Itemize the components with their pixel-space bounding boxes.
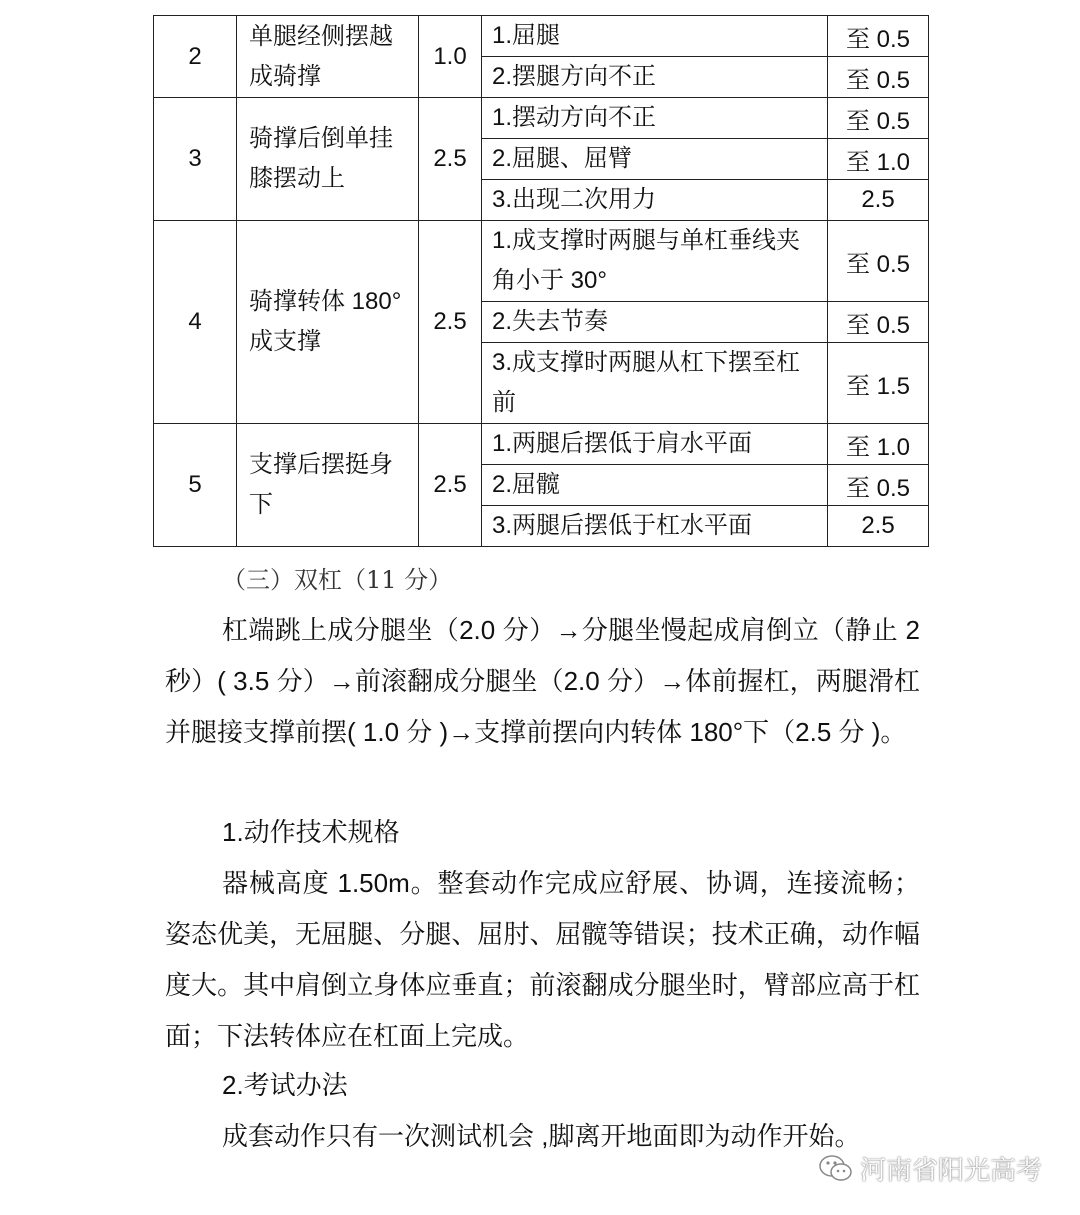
item-index: 3 xyxy=(154,98,237,221)
item-points: 2.5 xyxy=(419,98,482,221)
error-text: 2.屈髋 xyxy=(482,465,828,506)
item-index: 5 xyxy=(154,424,237,547)
table-row xyxy=(154,424,929,465)
error-text: 3.出现二次用力 xyxy=(482,180,828,221)
error-text: 1.成支撑时两腿与单杠垂线夹 角小于 30° xyxy=(482,221,828,302)
routine-text: 杠端跳上成分腿坐（2.0 分）→分腿坐慢起成肩倒立（静止 2 秒）( 3.5 分）→前滚翻成分腿坐（2.0 分）→体前握杠，两腿滑杠并腿接支撑前摆( 1.0 分 )→支撑前摆向内转体 180°下（2.5 分 )。 xyxy=(165,615,920,747)
deduction: 2.5 xyxy=(828,180,929,221)
deduction: 至 0.5 xyxy=(828,465,929,506)
error-text: 3.成支撑时两腿从杠下摆至杠 前 xyxy=(482,343,828,424)
deduction: 2.5 xyxy=(828,506,929,547)
error-text: 1.屈腿 xyxy=(482,16,828,57)
method-heading-block xyxy=(165,1060,920,1111)
table-row xyxy=(154,221,929,302)
error-text: 2.摆腿方向不正 xyxy=(482,57,828,98)
item-name: 支撑后摆挺身 下 xyxy=(237,424,419,547)
error-text: 3.两腿后摆低于杠水平面 xyxy=(482,506,828,547)
spec-text: 器械高度 1.50m。整套动作完成应舒展、协调，连接流畅；姿态优美，无屈腿、分腿、屈肘、屈髋等错误；技术正确，动作幅度大。其中肩倒立身体应垂直；前滚翻成分腿坐时，臂部应高于杠面；下法转体应在杠面上完成。 xyxy=(165,868,920,1051)
deduction: 至 1.5 xyxy=(828,343,929,424)
spec-heading-block xyxy=(165,807,920,858)
error-text: 2.屈腿、屈臂 xyxy=(482,139,828,180)
scoring-table xyxy=(153,15,929,547)
routine-paragraph xyxy=(165,605,920,758)
deduction: 至 1.0 xyxy=(828,139,929,180)
item-index: 4 xyxy=(154,221,237,424)
deduction: 至 1.0 xyxy=(828,424,929,465)
item-name: 骑撑后倒单挂 膝摆动上 xyxy=(237,98,419,221)
deduction: 至 0.5 xyxy=(828,16,929,57)
spec-heading: 1.动作技术规格 xyxy=(222,817,400,847)
section-title: （三）双杠（11 分） xyxy=(222,566,453,594)
item-points: 2.5 xyxy=(419,221,482,424)
watermark-text: 河南省阳光高考 xyxy=(860,1155,1043,1185)
spec-paragraph xyxy=(165,858,920,1062)
deduction: 至 0.5 xyxy=(828,98,929,139)
deduction: 至 0.5 xyxy=(828,57,929,98)
item-index: 2 xyxy=(154,16,237,98)
item-name: 单腿经侧摆越 成骑撑 xyxy=(237,16,419,98)
item-name: 骑撑转体 180° 成支撑 xyxy=(237,221,419,424)
method-heading: 2.考试办法 xyxy=(222,1070,348,1100)
table-row xyxy=(154,16,929,57)
deduction: 至 0.5 xyxy=(828,221,929,302)
table-row xyxy=(154,98,929,139)
item-points: 1.0 xyxy=(419,16,482,98)
deduction: 至 0.5 xyxy=(828,302,929,343)
error-text: 1.两腿后摆低于肩水平面 xyxy=(482,424,828,465)
item-points: 2.5 xyxy=(419,424,482,547)
method-paragraph xyxy=(165,1111,920,1162)
error-text: 1.摆动方向不正 xyxy=(482,98,828,139)
error-text: 2.失去节奏 xyxy=(482,302,828,343)
watermark xyxy=(818,1150,1042,1187)
method-text: 成套动作只有一次测试机会 ,脚离开地面即为动作开始。 xyxy=(222,1121,861,1151)
wechat-icon xyxy=(818,1153,854,1185)
